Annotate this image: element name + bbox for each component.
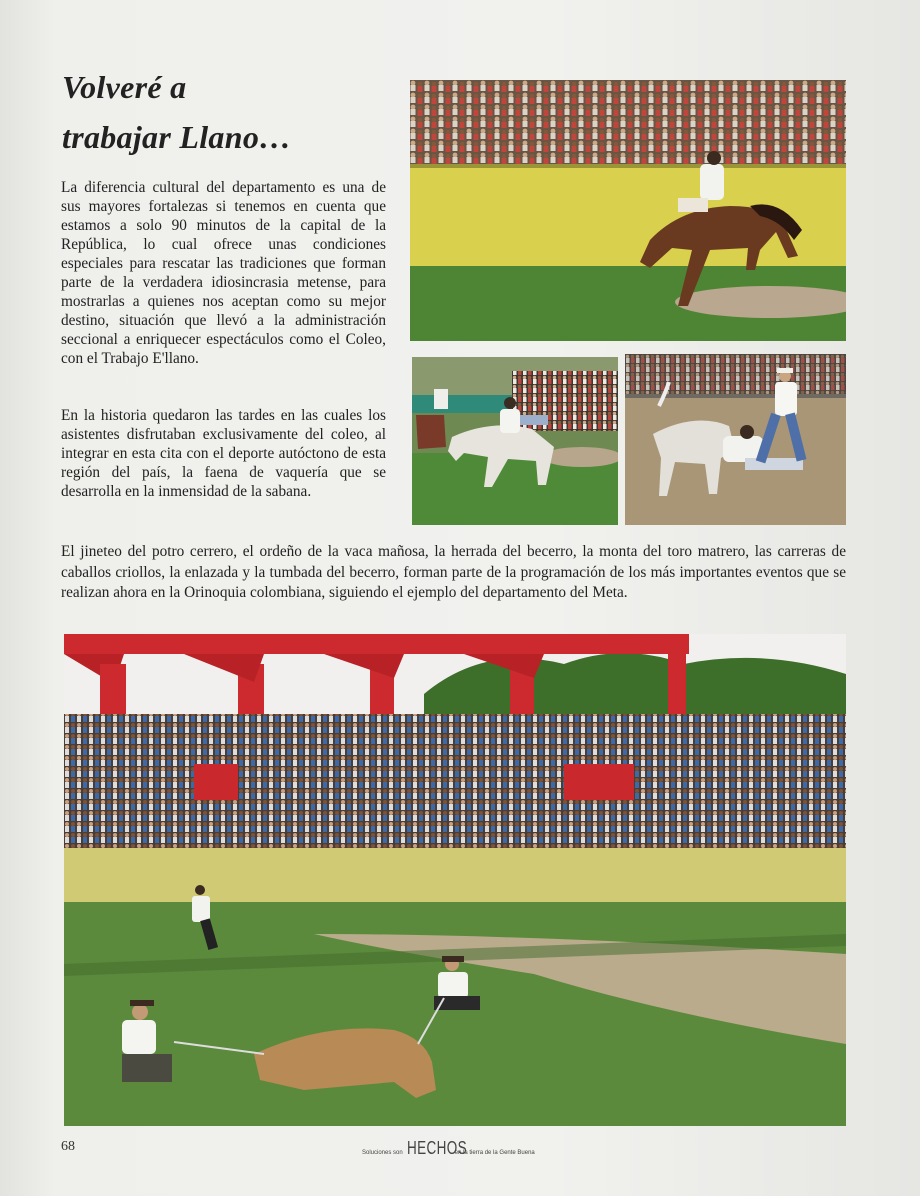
article-title xyxy=(62,62,402,162)
magazine-footer xyxy=(362,1138,562,1162)
paragraph-2: En la historia quedaron las tardes en las cuales los asistentes disfrutaban exclusivamente del coleo, al integrar en esta cita con el deporte autóctono de esta región del país, la faena de vaquería que se desarrolla en la inmensidad de la sabana. xyxy=(61,407,386,500)
paragraph-3: El jineteo del potro cerrero, el ordeño de la vaca mañosa, la herrada del becerro, la monta del toro matrero, las carreras de caballos criollos, la enlazada y la tumbada del becerro, forman parte de la programación de los más importantes eventos que se realizan ahora en la Orinoquia colombiana, siguiendo el ejemplo del departamento del Meta. xyxy=(61,543,846,601)
page-number: 68 xyxy=(61,1139,75,1154)
photo-bull-riding xyxy=(412,357,618,525)
title-line-1: Volveré a xyxy=(62,69,187,105)
paragraph-1: La diferencia cultural del departamento es una de sus mayores fortalezas si tenemos en cuenta que estamos a solo 90 minutos de la capital de la República, lo cual ofrece unas condiciones especiales para rescatar las tradiciones que forman parte de la verdadera idiosincrasia metense, para mostrarlas a quienes nos aceptan como su mejor destino, situación que llevó a la administración seccional a enriquecer espectáculos como el Coleo, con el Trabajo E'llano. xyxy=(61,179,386,367)
title-line-2: trabajar Llano… xyxy=(62,119,292,155)
footer-tagline-right: en la tierra de la Gente Buena xyxy=(454,1150,535,1156)
footer-brand: HECHOS xyxy=(406,1138,467,1158)
photo-bronc-riding xyxy=(410,80,846,341)
photo-bull-fall xyxy=(625,354,846,525)
footer-tagline-left: Soluciones son xyxy=(362,1150,403,1156)
photo-stadium-calf-roping xyxy=(64,634,846,1126)
